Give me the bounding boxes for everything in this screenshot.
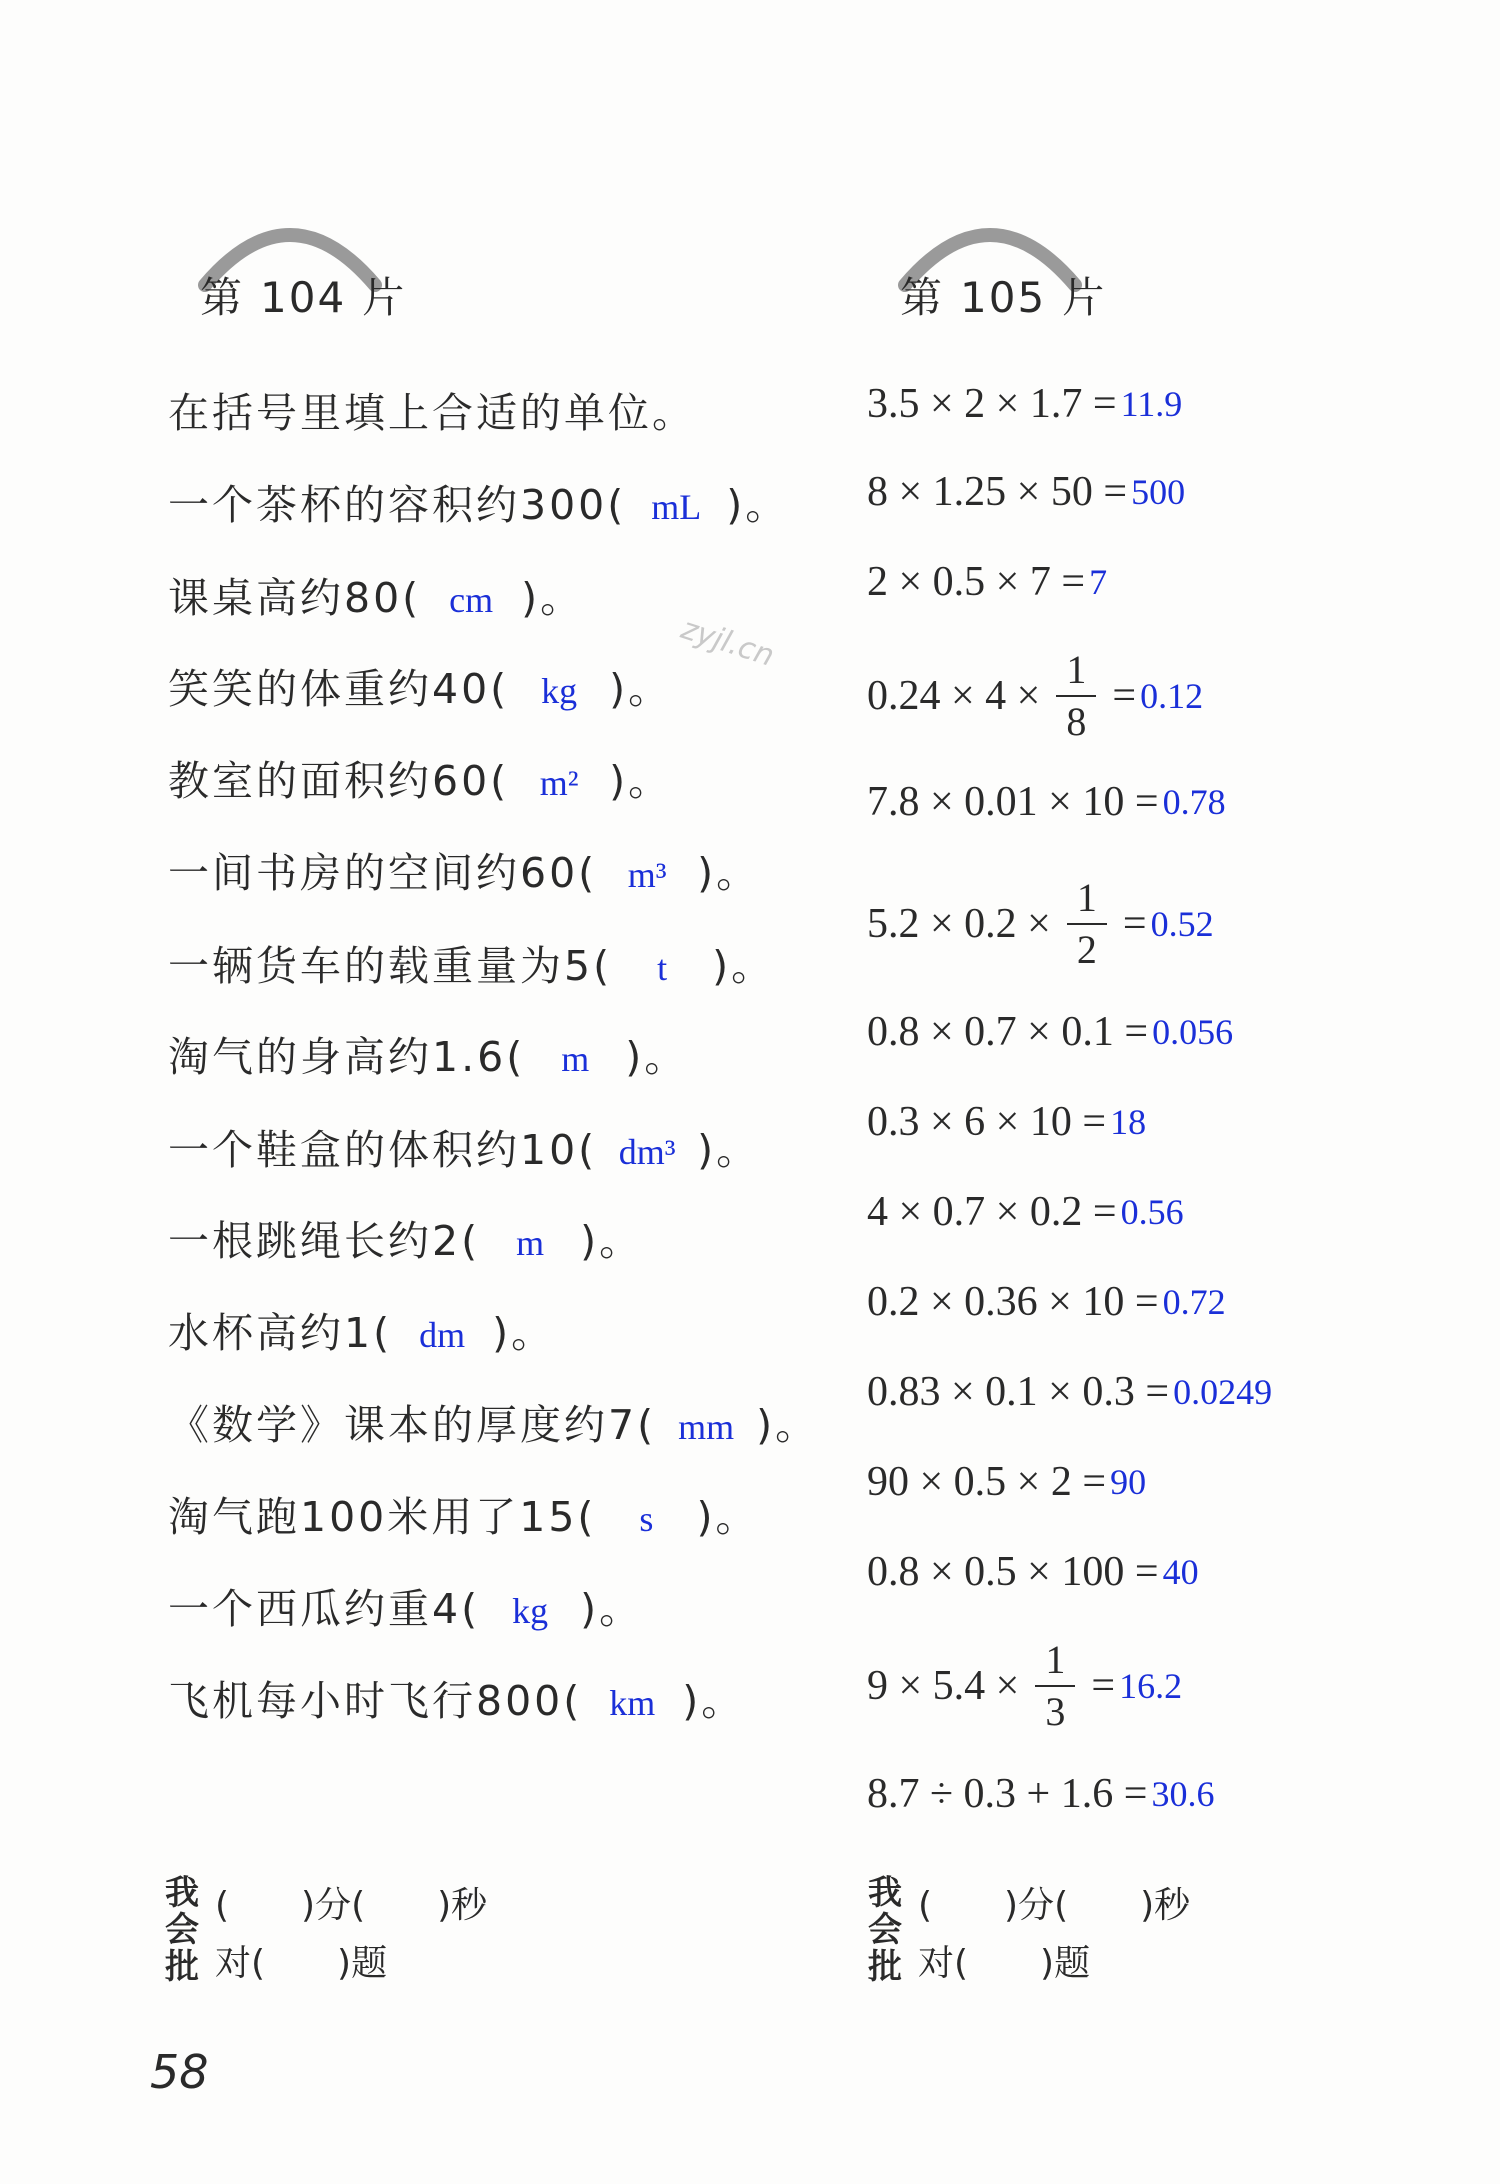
grading-char: 我 bbox=[165, 1873, 199, 1913]
unit-fill-item bbox=[168, 472, 789, 531]
fraction-denominator: 8 bbox=[1066, 699, 1087, 744]
item-text: 一辆货车的载重量为5( bbox=[168, 942, 613, 990]
title-prefix: 第 bbox=[200, 273, 245, 322]
time-field: ( )分( )秒 bbox=[215, 1885, 488, 1926]
item-close: )。 bbox=[521, 574, 585, 622]
answer-unit: m bbox=[516, 1223, 545, 1263]
equation-expression: 2 × 0.5 × 7 = bbox=[867, 559, 1086, 605]
equation-expression: 4 × 0.7 × 0.2 = bbox=[867, 1189, 1117, 1235]
item-text: 笑笑的体重约40( bbox=[168, 665, 510, 713]
item-close: )。 bbox=[697, 1126, 761, 1174]
equation-expression: 0.3 × 6 × 10 = bbox=[867, 1099, 1107, 1145]
item-close: )。 bbox=[756, 1401, 820, 1449]
answer-unit: kg bbox=[541, 671, 578, 711]
item-close: )。 bbox=[580, 1585, 644, 1633]
unit-fill-item bbox=[168, 565, 584, 624]
equation-row bbox=[867, 875, 1214, 972]
grading-char: 批 bbox=[165, 1947, 199, 1987]
equation-row bbox=[867, 468, 1185, 516]
fraction-numerator: 1 bbox=[1066, 647, 1087, 692]
fraction-denominator: 2 bbox=[1076, 927, 1097, 972]
equation-row bbox=[867, 558, 1107, 606]
unit-fill-item bbox=[168, 933, 775, 992]
unit-fill-item bbox=[168, 1668, 745, 1727]
equation-row bbox=[867, 380, 1182, 428]
equation-answer: 0.12 bbox=[1140, 676, 1204, 716]
right-card-title bbox=[900, 265, 1106, 325]
card-number: 104 bbox=[260, 273, 347, 322]
equation-answer: 0.0249 bbox=[1173, 1372, 1273, 1412]
item-text: 一间书房的空间约60( bbox=[168, 849, 598, 897]
fraction bbox=[1056, 647, 1096, 744]
grading-char: 我 bbox=[868, 1873, 902, 1913]
item-close: )。 bbox=[609, 757, 673, 805]
fraction bbox=[1067, 875, 1107, 972]
answer-unit: km bbox=[609, 1683, 656, 1723]
item-text: 教室的面积约60( bbox=[168, 757, 510, 805]
equation-answer: 18 bbox=[1110, 1102, 1147, 1142]
equation-expression: 0.83 × 0.1 × 0.3 = bbox=[867, 1369, 1170, 1415]
correct-count-field: 对( )题 bbox=[215, 1943, 388, 1984]
item-close: )。 bbox=[712, 942, 776, 990]
equation-answer: 7 bbox=[1089, 562, 1108, 602]
unit-fill-item bbox=[168, 1024, 688, 1083]
equation-row bbox=[867, 1188, 1184, 1236]
grading-char: 会 bbox=[868, 1910, 902, 1950]
unit-fill-item bbox=[168, 748, 672, 807]
item-close: )。 bbox=[492, 1309, 556, 1357]
item-close: )。 bbox=[726, 481, 790, 529]
equation-row bbox=[867, 1098, 1146, 1146]
title-suffix: 片 bbox=[1062, 273, 1107, 322]
unit-fill-item bbox=[168, 1117, 760, 1176]
item-text: 飞机每小时飞行800( bbox=[168, 1677, 583, 1725]
page-number: 58 bbox=[150, 2045, 209, 2099]
fraction-numerator: 1 bbox=[1045, 1637, 1066, 1682]
item-text: 课桌高约80( bbox=[168, 574, 422, 622]
title-suffix: 片 bbox=[362, 273, 407, 322]
item-close: )。 bbox=[580, 1217, 644, 1265]
equation-row bbox=[867, 1770, 1214, 1818]
item-close: )。 bbox=[697, 849, 761, 897]
equation-answer: 0.056 bbox=[1152, 1012, 1234, 1052]
unit-fill-item bbox=[168, 1576, 643, 1635]
equation-row bbox=[867, 1548, 1199, 1596]
grading-char: 批 bbox=[868, 1947, 902, 1987]
fraction-denominator: 3 bbox=[1045, 1689, 1066, 1734]
item-close: )。 bbox=[625, 1033, 689, 1081]
equation-row bbox=[867, 647, 1204, 744]
grading-label bbox=[868, 1875, 908, 1986]
answer-unit: m bbox=[561, 1039, 590, 1079]
equation-expression: 0.2 × 0.36 × 10 = bbox=[867, 1279, 1159, 1325]
item-close: )。 bbox=[682, 1677, 746, 1725]
card-number: 105 bbox=[960, 273, 1047, 322]
equals-sign: = bbox=[1112, 673, 1137, 719]
answer-unit: m³ bbox=[627, 855, 667, 895]
answer-unit: dm bbox=[419, 1315, 466, 1355]
item-text: 一个鞋盒的体积约10( bbox=[168, 1126, 598, 1174]
equation-answer: 90 bbox=[1110, 1462, 1147, 1502]
correct-count-field: 对( )题 bbox=[918, 1943, 1091, 1984]
fraction-bar bbox=[1035, 1685, 1075, 1687]
equation-expression: 8.7 ÷ 0.3 + 1.6 = bbox=[867, 1771, 1148, 1817]
equation-answer: 11.9 bbox=[1120, 384, 1183, 424]
fraction bbox=[1035, 1637, 1075, 1734]
equation-expression: 9 × 5.4 × bbox=[867, 1663, 1020, 1709]
answer-unit: t bbox=[657, 948, 668, 988]
equation-answer: 500 bbox=[1131, 472, 1186, 512]
item-text: 淘气的身高约1.6( bbox=[168, 1033, 526, 1081]
grading-label bbox=[165, 1875, 205, 1986]
equation-row bbox=[867, 1637, 1183, 1734]
answer-unit: mm bbox=[678, 1407, 735, 1447]
equation-answer: 40 bbox=[1162, 1552, 1199, 1592]
answer-unit: kg bbox=[512, 1591, 549, 1631]
equation-row bbox=[867, 1008, 1233, 1056]
equation-answer: 0.78 bbox=[1162, 782, 1226, 822]
answer-unit: s bbox=[639, 1499, 654, 1539]
unit-fill-item bbox=[168, 840, 760, 899]
equation-expression: 0.8 × 0.7 × 0.1 = bbox=[867, 1009, 1149, 1055]
equation-expression: 7.8 × 0.01 × 10 = bbox=[867, 779, 1159, 825]
answer-unit: dm³ bbox=[618, 1132, 676, 1172]
unit-fill-item bbox=[168, 1484, 759, 1543]
fraction-numerator: 1 bbox=[1076, 875, 1097, 920]
equation-answer: 0.52 bbox=[1150, 904, 1214, 944]
grading-char: 会 bbox=[165, 1910, 199, 1950]
unit-fill-item bbox=[168, 1300, 555, 1359]
item-close: )。 bbox=[696, 1493, 760, 1541]
fraction-bar bbox=[1067, 923, 1107, 925]
equation-answer: 0.56 bbox=[1120, 1192, 1184, 1232]
left-card-title bbox=[200, 265, 406, 325]
equation-expression: 90 × 0.5 × 2 = bbox=[867, 1459, 1107, 1505]
equation-expression: 8 × 1.25 × 50 = bbox=[867, 469, 1128, 515]
unit-fill-item bbox=[168, 656, 672, 715]
equation-answer: 16.2 bbox=[1119, 1666, 1183, 1706]
equation-answer: 30.6 bbox=[1151, 1774, 1215, 1814]
equation-answer: 0.72 bbox=[1162, 1282, 1226, 1322]
instruction: 在括号里填上合适的单位。 bbox=[168, 389, 696, 437]
item-text: 淘气跑100米用了15( bbox=[168, 1493, 597, 1541]
equals-sign: = bbox=[1122, 901, 1147, 947]
equation-row bbox=[867, 778, 1226, 826]
title-prefix: 第 bbox=[900, 273, 945, 322]
equals-sign: = bbox=[1091, 1663, 1116, 1709]
answer-unit: mL bbox=[651, 487, 702, 527]
equation-expression: 0.24 × 4 × bbox=[867, 673, 1041, 719]
equation-expression: 5.2 × 0.2 × bbox=[867, 901, 1051, 947]
time-field: ( )分( )秒 bbox=[918, 1885, 1191, 1926]
unit-fill-item bbox=[168, 1208, 643, 1267]
item-text: 《数学》课本的厚度约7( bbox=[168, 1401, 657, 1449]
equation-expression: 0.8 × 0.5 × 100 = bbox=[867, 1549, 1159, 1595]
equation-expression: 3.5 × 2 × 1.7 = bbox=[867, 381, 1117, 427]
item-text: 一个茶杯的容积约300( bbox=[168, 481, 627, 529]
item-close: )。 bbox=[609, 665, 673, 713]
fraction-bar bbox=[1056, 695, 1096, 697]
item-text: 一根跳绳长约2( bbox=[168, 1217, 481, 1265]
equation-row bbox=[867, 1278, 1226, 1326]
answer-unit: cm bbox=[449, 580, 494, 620]
watermark: zyjl.cn bbox=[676, 611, 779, 674]
equation-row bbox=[867, 1458, 1146, 1506]
answer-unit: m² bbox=[539, 763, 579, 803]
equation-row bbox=[867, 1368, 1272, 1416]
item-text: 一个西瓜约重4( bbox=[168, 1585, 481, 1633]
unit-fill-item bbox=[168, 1392, 819, 1451]
item-text: 水杯高约1( bbox=[168, 1309, 393, 1357]
